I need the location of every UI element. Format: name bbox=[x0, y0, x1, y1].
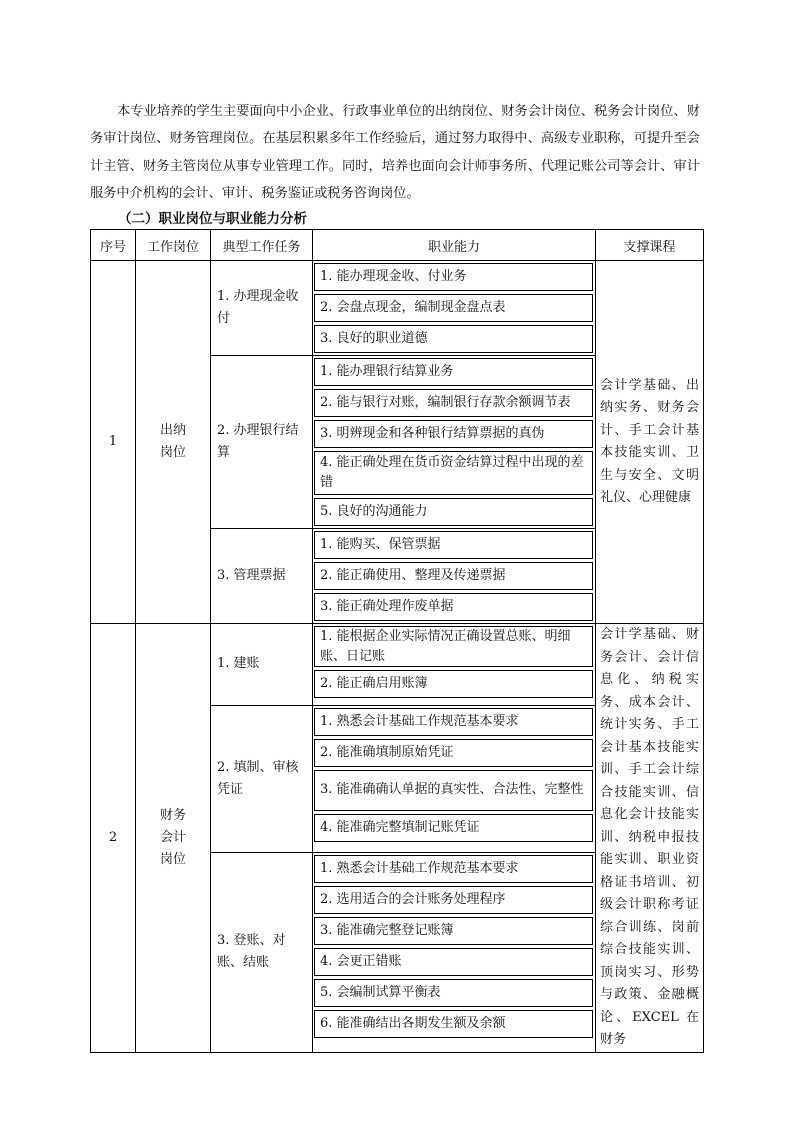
ability-item: 1. 能购买、保管票据 bbox=[314, 531, 593, 559]
post-name: 出纳 岗位 bbox=[159, 423, 186, 460]
table-header-row bbox=[91, 230, 704, 261]
ability-item: 4. 能正确处理在货币资金结算过程中出现的差错 bbox=[314, 451, 593, 495]
ability-item: 2. 选用适合的会计账务处理程序 bbox=[314, 886, 593, 914]
ability-item: 5. 良好的沟通能力 bbox=[314, 498, 593, 526]
ability-table bbox=[90, 229, 704, 1053]
header-task: 典型工作任务 bbox=[211, 230, 313, 261]
ability-item: 5. 会编制试算平衡表 bbox=[314, 979, 593, 1007]
row-number: 1 bbox=[91, 261, 136, 624]
ability-list bbox=[313, 356, 596, 529]
ability-item: 1. 能根据企业实际情况正确设置总账、明细账、日记账 bbox=[314, 626, 593, 667]
task-cell: 2. 办理银行结算 bbox=[211, 356, 313, 529]
ability-list bbox=[313, 853, 596, 1052]
ability-item: 3. 能准确确认单据的真实性、合法性、完整性 bbox=[314, 770, 593, 811]
ability-item: 4. 会更正错账 bbox=[314, 948, 593, 976]
task-cell: 2. 填制、审核凭证 bbox=[211, 705, 313, 852]
ability-item: 3. 良好的职业道德 bbox=[314, 325, 593, 353]
header-no: 序号 bbox=[91, 230, 136, 261]
ability-item: 4. 能准确完整填制记账凭证 bbox=[314, 814, 593, 842]
ability-item: 1. 能办理现金收、付业务 bbox=[314, 263, 593, 291]
header-ability: 职业能力 bbox=[313, 230, 596, 261]
ability-item: 3. 明辨现金和各种银行结算票据的真伪 bbox=[314, 420, 593, 448]
post-name: 财务 会计 岗位 bbox=[159, 807, 186, 867]
ability-item: 1. 能办理银行结算业务 bbox=[314, 358, 593, 386]
row-post bbox=[136, 261, 211, 624]
ability-item: 3. 能正确处理作废单据 bbox=[314, 593, 593, 621]
table-row bbox=[91, 261, 704, 356]
task-cell: 3. 管理票据 bbox=[211, 529, 313, 624]
intro-text: 本专业培养的学生主要面向中小企业、行政事业单位的出纳岗位、财务会计岗位、税务会计岗位、财务审计岗位、财务管理岗位。在基层积累多年工作经验后，通过努力取得中、高级专业职称，可提升至会计主管、财务主管岗位从事专业管理工作。同时，培养也面向会计师事务所、代理记账公司等会计、审计服务中介机构的会计、审计、税务鉴证或税务咨询岗位。 bbox=[90, 104, 700, 201]
ability-item: 1. 熟悉会计基础工作规范基本要求 bbox=[314, 708, 593, 736]
ability-item: 2. 会盘点现金，编制现金盘点表 bbox=[314, 294, 593, 322]
ability-list bbox=[313, 624, 596, 706]
section-heading: （二）职业岗位与职业能力分析 bbox=[118, 211, 307, 227]
row-number: 2 bbox=[91, 624, 136, 1053]
ability-item: 1. 熟悉会计基础工作规范基本要求 bbox=[314, 855, 593, 883]
task-cell: 1. 办理现金收付 bbox=[211, 261, 313, 356]
ability-item: 3. 能准确完整登记账簿 bbox=[314, 917, 593, 945]
table-row bbox=[91, 624, 704, 706]
ability-list bbox=[313, 261, 596, 356]
task-cell: 1. 建账 bbox=[211, 624, 313, 706]
ability-list bbox=[313, 705, 596, 852]
task-cell: 3. 登账、对账、结账 bbox=[211, 853, 313, 1052]
intro-paragraph bbox=[90, 98, 700, 207]
ability-item: 2. 能准确填制原始凭证 bbox=[314, 739, 593, 767]
header-post: 工作岗位 bbox=[136, 230, 211, 261]
ability-list bbox=[313, 529, 596, 624]
course-cell: 会计学基础、出纳实务、财务会计、手工会计基本技能实训、卫生与安全、文明礼仪、心理健康 bbox=[596, 261, 704, 624]
ability-item: 2. 能正确使用、整理及传递票据 bbox=[314, 562, 593, 590]
row-post bbox=[136, 624, 211, 1053]
ability-item: 6. 能准确结出各期发生额及余额 bbox=[314, 1010, 593, 1038]
ability-item: 2. 能与银行对账，编制银行存款余额调节表 bbox=[314, 389, 593, 417]
header-course: 支撑课程 bbox=[596, 230, 704, 261]
course-cell: 会计学基础、财务会计、会计信息化、纳税实务、成本会计、统计实务、手工会计基本技能实训、手工会计综合技能实训、信息化会计技能实训、纳税申报技能实训、职业资格证书培训、初级会计职称考证综合训练、岗前综合技能实训、顶岗实习、形势与政策、金融概论、EXCEL 在财务 bbox=[596, 624, 704, 1053]
ability-item: 2. 能正确启用账簿 bbox=[314, 670, 593, 698]
